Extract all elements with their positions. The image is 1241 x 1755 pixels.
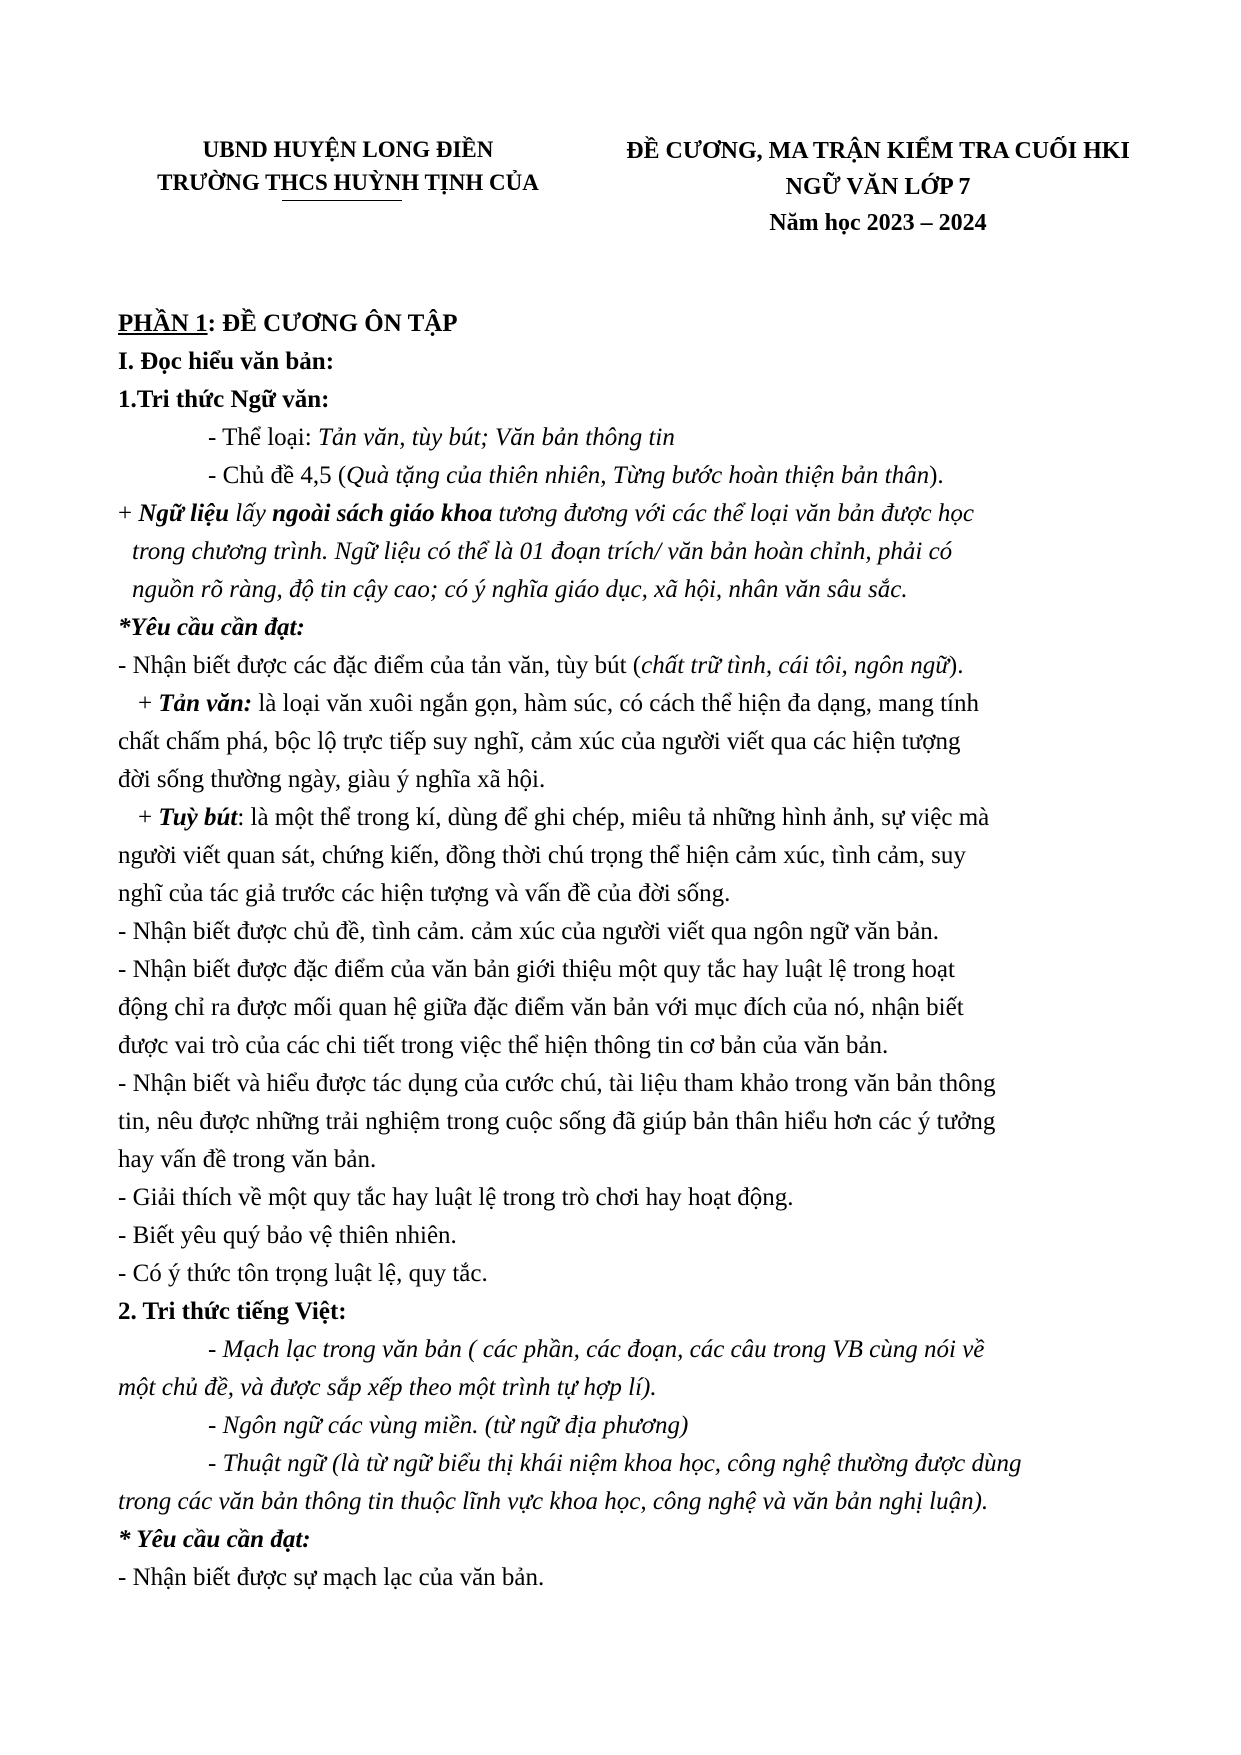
tuybut-label: Tuỳ bút: [158, 804, 238, 831]
subsection-heading: 2. Tri thức tiếng Việt:: [118, 1298, 347, 1325]
district-name: UBND HUYỆN LONG ĐIỀN: [202, 137, 494, 162]
material-text-2: tương đương với các thể loại văn bản được học: [492, 500, 974, 527]
genre-line: [118, 419, 1128, 457]
part-label: PHẦN 1: [118, 310, 208, 337]
school-year: Năm học 2023 – 2024: [769, 210, 987, 236]
subsection-heading: 1.Tri thức Ngữ văn:: [118, 386, 330, 413]
material-line: nguồn rõ ràng, độ tin cậy cao; có ý nghĩa giáo dục, xã hội, nhân văn sâu sắc.: [132, 576, 908, 603]
tuybut-text: : là một thể trong kí, dùng để ghi chép, miêu tả những hình ảnh, sự việc mà: [237, 804, 990, 831]
school-name: TRƯỜNG THCS HUỲNH TỊNH CỦA: [157, 170, 539, 195]
requirement-item: được vai trò của các chi tiết trong việc thể hiện thông tin cơ bản của văn bản.: [118, 1032, 889, 1059]
requirement-item: tin, nêu được những trải nghiệm trong cuộc sống đã giúp bản thân hiểu hơn các ý tưởng: [118, 1108, 996, 1135]
vietnamese-item: trong các văn bản thông tin thuộc lĩnh vực khoa học, công nghệ và văn bản nghị luận).: [118, 1488, 989, 1515]
part-title: : ĐỀ CƯƠNG ÔN TẬP: [207, 310, 458, 337]
requirement-item: [118, 647, 1128, 685]
requirement-heading: *Yêu cầu cần đạt:: [118, 614, 305, 641]
requirement-item: - Nhận biết được sự mạch lạc của văn bản.: [118, 1564, 545, 1591]
topic-line: [118, 457, 1128, 495]
document-title-block: [578, 133, 1178, 241]
topic-suffix: ).: [929, 462, 944, 489]
material-paragraph: [118, 495, 1128, 609]
requirement-heading: * Yêu cầu cần đạt:: [118, 1526, 311, 1553]
requirement-item: - Có ý thức tôn trọng luật lệ, quy tắc.: [118, 1260, 488, 1287]
header-divider: [282, 200, 402, 201]
requirement-item: động chỉ ra được mối quan hệ giữa đặc điểm văn bản với mục đích của nó, nhận biết: [118, 994, 964, 1021]
material-text-1: lấy: [229, 500, 273, 527]
topic-prefix: - Chủ đề 4,5 (: [208, 462, 347, 489]
requirement-item: - Biết yêu quý bảo vệ thiên nhiên.: [118, 1222, 457, 1249]
req1-italic: chất trữ tình, cái tôi, ngôn ngữ: [641, 652, 949, 679]
req1-suffix: ).: [948, 652, 964, 679]
requirement-item: hay vấn đề trong văn bản.: [118, 1146, 377, 1173]
tuybut-plus: +: [138, 804, 159, 831]
subject-title: NGỮ VĂN LỚP 7: [785, 174, 971, 200]
req1-prefix: - Nhận biết được các đặc điểm của tản văn, tùy bút (: [118, 652, 642, 679]
material-line: [118, 495, 1128, 533]
tuybut-line: [118, 799, 1128, 837]
vietnamese-item: - Mạch lạc trong văn bản ( các phần, các đoạn, các câu trong VB cùng nói về: [208, 1336, 985, 1363]
part-heading: [118, 305, 1128, 343]
tanvan-line: [118, 685, 1128, 723]
requirement-item: - Giải thích về một quy tắc hay luật lệ trong trò chơi hay hoạt động.: [118, 1184, 794, 1211]
tanvan-text: là loại văn xuôi ngắn gọn, hàm súc, có cách thể hiện đa dạng, mang tính: [252, 690, 979, 717]
document-body: [118, 305, 1128, 1597]
tuybut-line: người viết quan sát, chứng kiến, đồng thời chú trọng thể hiện cảm xúc, tình cảm, suy: [118, 842, 966, 869]
requirement-item: - Nhận biết được đặc điểm của văn bản giới thiệu một quy tắc hay luật lệ trong hoạt: [118, 956, 955, 983]
vietnamese-item: một chủ đề, và được sắp xếp theo một trình tự hợp lí).: [118, 1374, 657, 1401]
genre-value: Tản văn, tùy bút; Văn bản thông tin: [317, 424, 675, 451]
school-header: [128, 133, 568, 199]
material-bold-1: Ngữ liệu: [138, 500, 230, 527]
requirement-item: - Nhận biết được chủ đề, tình cảm. cảm xúc của người viết qua ngôn ngữ văn bản.: [118, 918, 940, 945]
material-plus: +: [118, 500, 139, 527]
material-line: trong chương trình. Ngữ liệu có thể là 01 đoạn trích/ văn bản hoàn chỉnh, phải có: [132, 538, 953, 565]
tanvan-plus: +: [138, 690, 159, 717]
tanvan-line: chất chấm phá, bộc lộ trực tiếp suy nghĩ, cảm xúc của người viết qua các hiện tượng: [118, 728, 961, 755]
requirement-item: - Nhận biết và hiểu được tác dụng của cước chú, tài liệu tham khảo trong văn bản thông: [118, 1070, 996, 1097]
document-title: ĐỀ CƯƠNG, MA TRẬN KIỂM TRA CUỐI HKI: [626, 138, 1130, 164]
topic-value: Quà tặng của thiên nhiên, Từng bước hoàn thiện bản thân: [346, 462, 930, 489]
section-heading: I. Đọc hiểu văn bản:: [118, 348, 335, 375]
vietnamese-item: - Thuật ngữ (là từ ngữ biểu thị khái niệm khoa học, công nghệ thường được dùng: [208, 1450, 1022, 1477]
tuybut-line: nghĩ của tác giả trước các hiện tượng và vấn đề của đời sống.: [118, 880, 731, 907]
vietnamese-item: - Ngôn ngữ các vùng miền. (từ ngữ địa phương): [208, 1412, 689, 1439]
genre-prefix: - Thể loại:: [208, 424, 318, 451]
tanvan-label: Tản văn:: [158, 690, 253, 717]
material-bold-2: ngoài sách giáo khoa: [272, 500, 493, 527]
tanvan-line: đời sống thường ngày, giàu ý nghĩa xã hội.: [118, 766, 546, 793]
